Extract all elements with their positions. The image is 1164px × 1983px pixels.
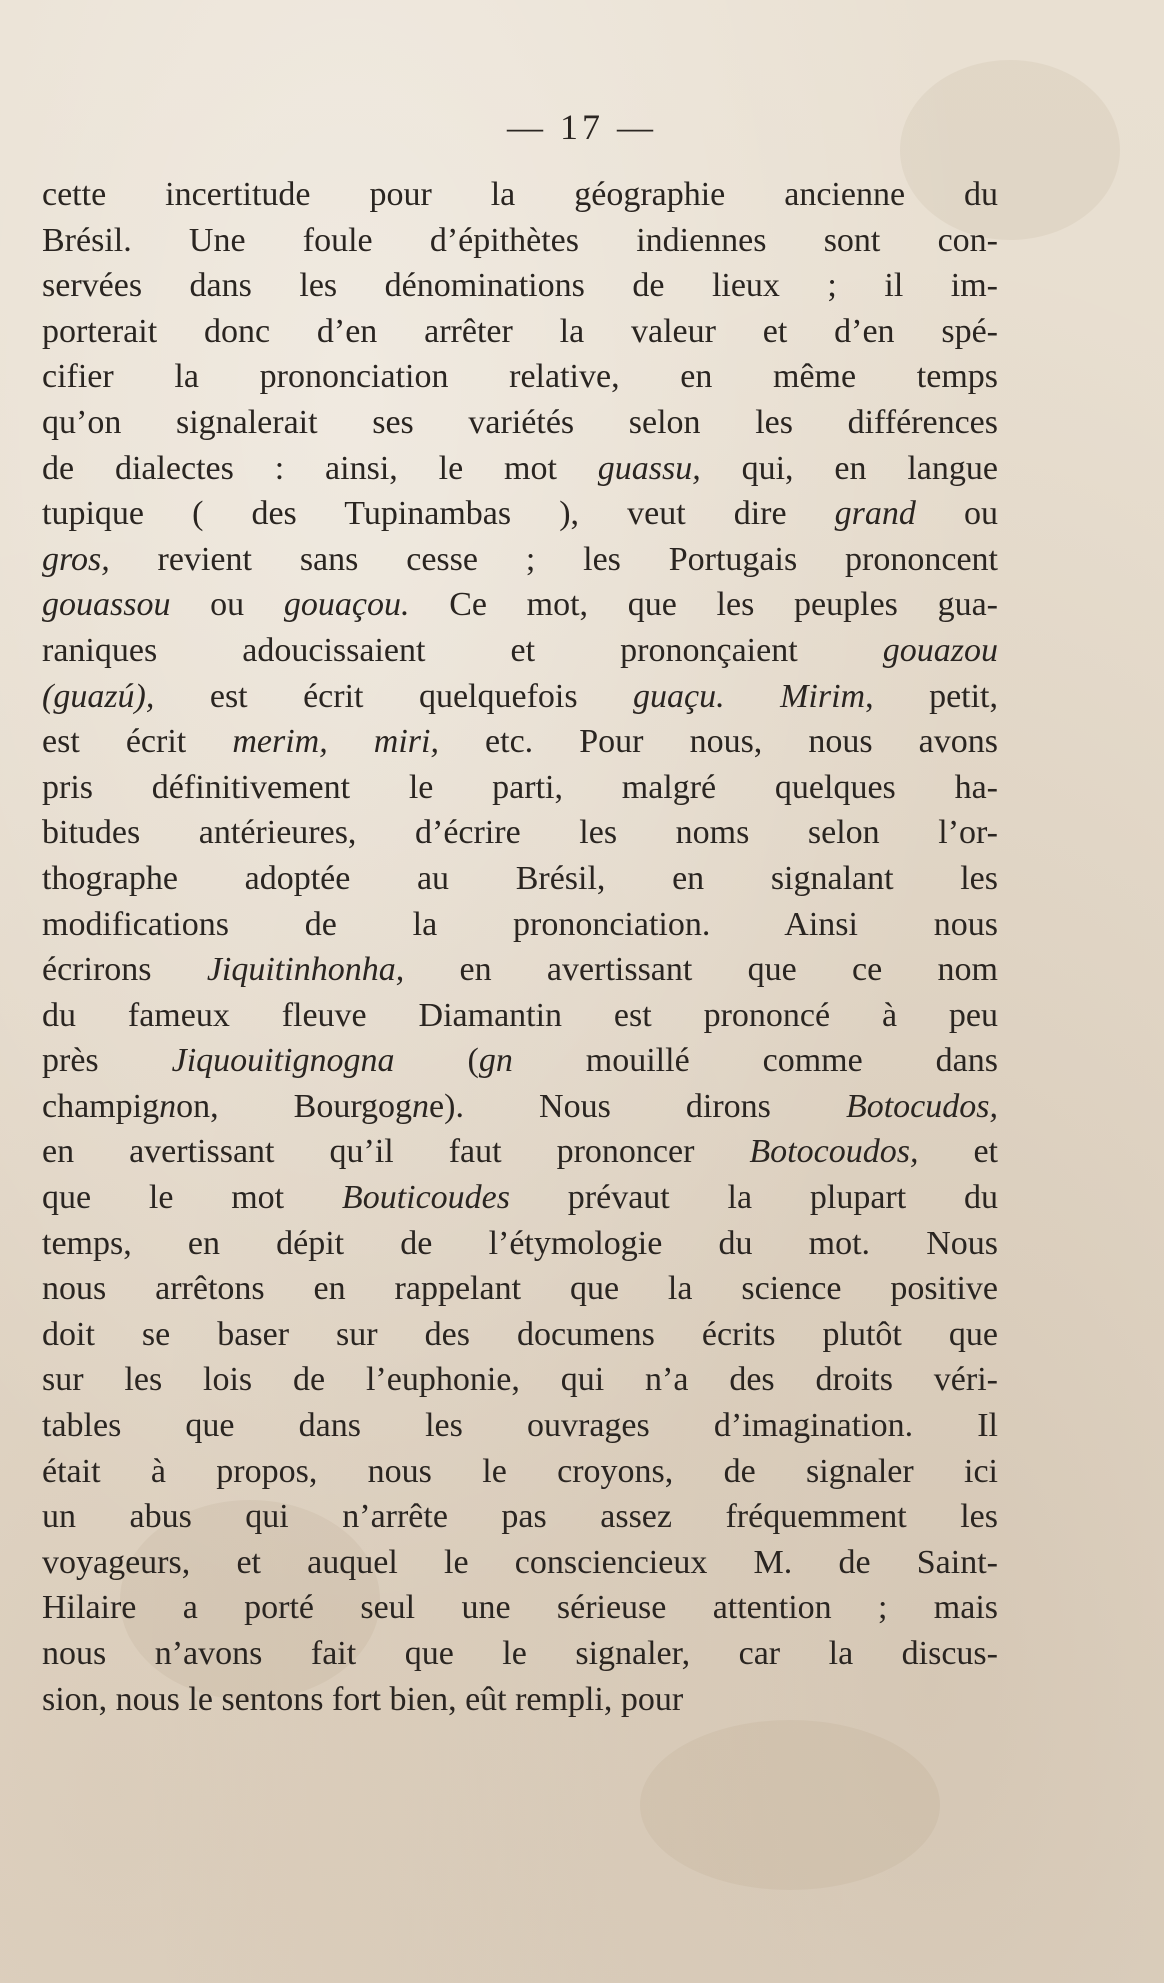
- text-line: [42, 263, 998, 309]
- text-line: [42, 1084, 998, 1130]
- text-line: [42, 172, 998, 218]
- text-segment: était à propos, nous le croyons, de signaler ici: [42, 1452, 998, 1490]
- text-segment: ou: [915, 495, 998, 533]
- italic-text: grand: [834, 495, 916, 533]
- text-segment: etc. Pour nous, nous avons: [438, 723, 998, 761]
- text-segment: sur les lois de l’euphonie, qui n’a des droits véri-: [42, 1361, 998, 1399]
- text-line: [42, 765, 998, 811]
- text-line: [42, 400, 998, 446]
- text-segment: qui, en langue: [700, 449, 998, 487]
- text-segment: un abus qui n’arrête pas assez fréquemment les: [42, 1498, 998, 1536]
- text-segment: raniques adoucissaient et prononçaient: [42, 631, 883, 669]
- text-segment: [725, 678, 780, 715]
- text-line: [42, 719, 998, 765]
- text-segment: en avertissant que ce nom: [404, 951, 998, 989]
- text-line: [42, 993, 998, 1039]
- text-line: [42, 902, 998, 948]
- text-line: [42, 1221, 998, 1267]
- text-line: [42, 354, 998, 400]
- text-segment: e). Nous dirons: [429, 1087, 846, 1125]
- italic-text: Bouticoudes: [341, 1179, 510, 1217]
- text-segment: servées dans les dénominations de lieux ; il im-: [42, 267, 998, 305]
- text-line: [42, 1312, 998, 1358]
- text-line: [42, 674, 998, 720]
- body-text: [42, 172, 998, 1722]
- italic-text: Botocudos,: [845, 1087, 998, 1125]
- text-line: [42, 628, 998, 674]
- italic-text: gros,: [42, 540, 110, 578]
- italic-text: guaçu.: [633, 677, 725, 715]
- text-line: [42, 1631, 998, 1677]
- text-segment: est écrit: [42, 723, 233, 761]
- text-line: [42, 446, 998, 492]
- paper-stain: [640, 1720, 940, 1890]
- page-number: — 17 —: [507, 107, 657, 147]
- text-segment: sion, nous le sentons fort bien, eût rempli, pour: [42, 1680, 684, 1718]
- italic-text: gn: [478, 1042, 513, 1080]
- italic-text: miri,: [373, 723, 439, 761]
- text-segment: Hilaire a porté seul une sérieuse attention ; mais: [42, 1589, 998, 1627]
- italic-text: merim,: [232, 723, 328, 761]
- text-line: [42, 1038, 998, 1084]
- text-segment: porterait donc d’en arrêter la valeur et d’en spé-: [42, 312, 998, 350]
- text-line: [42, 1266, 998, 1312]
- text-segment: est écrit quelquefois: [154, 677, 634, 715]
- text-segment: , petit,: [865, 677, 998, 715]
- italic-text: n: [159, 1087, 177, 1125]
- text-line: [42, 1585, 998, 1631]
- text-segment: pris définitivement le parti, malgré quelques ha-: [42, 768, 998, 806]
- text-line: [42, 491, 998, 537]
- italic-text: gouaçou.: [283, 586, 410, 624]
- text-segment: mouillé comme dans: [512, 1042, 998, 1080]
- text-segment: cette incertitude pour la géographie ancienne du: [42, 176, 998, 213]
- text-segment: revient sans cesse ; les Portugais prononcent: [109, 540, 998, 578]
- text-line: [42, 1129, 998, 1175]
- italic-text: Botocoudos,: [749, 1133, 919, 1171]
- text-line: [42, 947, 998, 993]
- text-segment: temps, en dépit de l’étymologie du mot. Nous: [42, 1224, 998, 1262]
- text-segment: en avertissant qu’il faut prononcer: [42, 1133, 750, 1171]
- italic-text: Mirim: [780, 677, 866, 715]
- text-segment: et: [918, 1133, 998, 1171]
- text-line: [42, 309, 998, 355]
- italic-text: gouazou: [882, 631, 998, 669]
- text-segment: nous n’avons fait que le signaler, car la discus-: [42, 1635, 998, 1672]
- italic-text: (guazú),: [42, 677, 155, 715]
- text-segment: nous arrêtons en rappelant que la science positive: [42, 1270, 998, 1308]
- text-segment: tables que dans les ouvrages d’imagination. Il: [42, 1407, 998, 1445]
- text-segment: champig: [42, 1087, 160, 1125]
- text-segment: on, Bourgog: [176, 1087, 413, 1125]
- italic-text: gouassou: [42, 586, 171, 624]
- text-line: [42, 1494, 998, 1540]
- text-line: [42, 1403, 998, 1449]
- italic-text: n: [412, 1087, 430, 1125]
- text-line: [42, 537, 998, 583]
- text-segment: Brésil. Une foule d’épithètes indiennes sont con-: [42, 221, 998, 259]
- text-segment: ou: [170, 586, 284, 624]
- text-segment: tupique ( des Tupinambas ), veut dire: [42, 495, 835, 533]
- text-segment: de dialectes : ainsi, le mot: [42, 449, 598, 487]
- text-line: [42, 1449, 998, 1495]
- text-segment: voyageurs, et auquel le consciencieux M. de Saint-: [42, 1543, 998, 1581]
- text-segment: Ce mot, que les peuples gua-: [409, 586, 998, 624]
- text-segment: cifier la prononciation relative, en même temps: [42, 358, 998, 396]
- text-line: [42, 582, 998, 628]
- italic-text: Jiquitinhonha,: [206, 951, 405, 989]
- text-segment: [328, 723, 374, 760]
- text-segment: écrirons: [42, 951, 207, 989]
- text-segment: que le mot: [42, 1179, 342, 1217]
- text-segment: modifications de la prononciation. Ainsi nous: [42, 905, 998, 943]
- text-segment: (: [394, 1042, 479, 1080]
- italic-text: Jiquouitignogna: [171, 1042, 395, 1080]
- text-line: [42, 810, 998, 856]
- text-line: [42, 856, 998, 902]
- text-segment: qu’on signalerait ses variétés selon les différences: [42, 403, 998, 441]
- text-line: [42, 1175, 998, 1221]
- text-line: [42, 1357, 998, 1403]
- text-line: [42, 1540, 998, 1586]
- italic-text: guassu,: [597, 449, 701, 487]
- text-segment: du fameux fleuve Diamantin est prononcé à peu: [42, 996, 998, 1034]
- text-segment: thographe adoptée au Brésil, en signalant les: [42, 859, 998, 897]
- text-line: [42, 218, 998, 264]
- text-segment: près: [42, 1042, 172, 1080]
- text-segment: bitudes antérieures, d’écrire les noms selon l’or-: [42, 814, 998, 852]
- text-line: [42, 1677, 998, 1723]
- text-segment: prévaut la plupart du: [510, 1179, 998, 1217]
- text-segment: doit se baser sur des documens écrits plutôt que: [42, 1315, 998, 1353]
